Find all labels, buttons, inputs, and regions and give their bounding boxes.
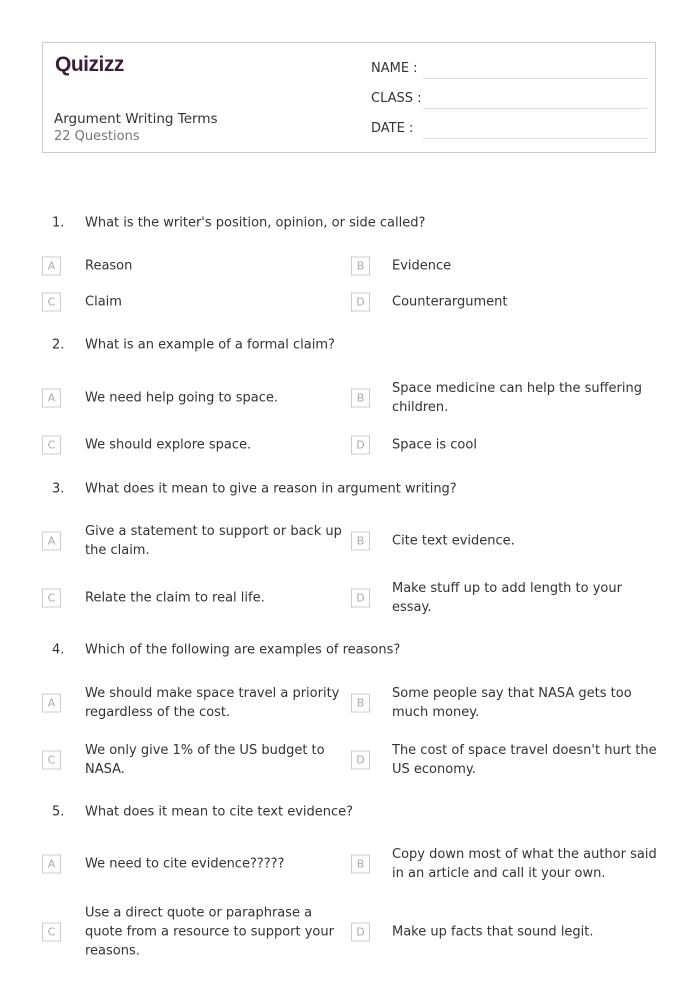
option-letter-box[interactable]: C bbox=[42, 751, 61, 770]
option-letter-box[interactable]: B bbox=[351, 257, 370, 276]
question-text: What is the writer's position, opinion, or side called? bbox=[85, 215, 426, 231]
option-letter-box[interactable]: A bbox=[42, 532, 61, 551]
option-text[interactable]: The cost of space travel doesn't hurt the US economy. bbox=[392, 743, 657, 777]
option-letter-box[interactable]: D bbox=[351, 923, 370, 942]
option-letter-box[interactable]: C bbox=[42, 589, 61, 608]
option-letter-box[interactable]: B bbox=[351, 389, 370, 408]
option-text[interactable]: Reason bbox=[85, 258, 133, 274]
question-number: 4. bbox=[52, 642, 65, 658]
option-text[interactable]: We need to cite evidence????? bbox=[85, 856, 285, 872]
question-number: 3. bbox=[52, 481, 65, 497]
class-line bbox=[423, 108, 647, 109]
option-letter-box[interactable]: C bbox=[42, 293, 61, 312]
option-letter-box[interactable]: C bbox=[42, 436, 61, 455]
quizizz-logo: Quizizz bbox=[55, 53, 124, 76]
name-label: NAME : bbox=[371, 61, 418, 76]
option-letter-box[interactable]: D bbox=[351, 589, 370, 608]
question-count: 22 Questions bbox=[54, 129, 140, 144]
option-letter-box[interactable]: A bbox=[42, 257, 61, 276]
question-text: Which of the following are examples of reasons? bbox=[85, 642, 401, 658]
option-text[interactable]: Copy down most of what the author said in an article and call it your own. bbox=[392, 847, 657, 881]
option-text[interactable]: Space medicine can help the suffering children. bbox=[392, 381, 643, 415]
question-text: What is an example of a formal claim? bbox=[85, 337, 335, 353]
option-text[interactable]: We need help going to space. bbox=[85, 390, 278, 406]
option-text[interactable]: Relate the claim to real life. bbox=[85, 590, 265, 606]
question-text: What does it mean to give a reason in argument writing? bbox=[85, 481, 457, 497]
option-letter-box[interactable]: B bbox=[351, 694, 370, 713]
option-letter-box[interactable]: A bbox=[42, 694, 61, 713]
worksheet-title: Argument Writing Terms bbox=[54, 111, 218, 127]
option-letter-box[interactable]: A bbox=[42, 855, 61, 874]
option-text[interactable]: We should explore space. bbox=[85, 437, 252, 453]
option-text[interactable]: Make up facts that sound legit. bbox=[392, 924, 594, 940]
option-letter-box[interactable]: D bbox=[351, 751, 370, 770]
option-letter-box[interactable]: B bbox=[351, 532, 370, 551]
option-letter-box[interactable]: D bbox=[351, 293, 370, 312]
option-text[interactable]: We should make space travel a priority regardless of the cost. bbox=[85, 686, 340, 720]
option-text[interactable]: Evidence bbox=[392, 258, 452, 274]
option-letter-box[interactable]: C bbox=[42, 923, 61, 942]
question-text: What does it mean to cite text evidence? bbox=[85, 804, 354, 820]
name-line bbox=[423, 78, 647, 79]
class-label: CLASS : bbox=[371, 91, 422, 106]
date-line bbox=[423, 138, 647, 139]
option-letter-box[interactable]: A bbox=[42, 389, 61, 408]
option-text[interactable]: Give a statement to support or back up the claim. bbox=[85, 524, 342, 558]
option-letter-box[interactable]: B bbox=[351, 855, 370, 874]
option-text[interactable]: Some people say that NASA gets too much money. bbox=[392, 686, 632, 720]
option-text[interactable]: Space is cool bbox=[392, 437, 477, 453]
option-text[interactable]: Use a direct quote or paraphrase a quote from a resource to support your reasons. bbox=[85, 905, 334, 959]
question-number: 5. bbox=[52, 804, 65, 820]
question-number: 2. bbox=[52, 337, 65, 353]
date-label: DATE : bbox=[371, 121, 414, 136]
question-number: 1. bbox=[52, 215, 65, 231]
option-text[interactable]: Counterargument bbox=[392, 294, 508, 310]
option-letter-box[interactable]: D bbox=[351, 436, 370, 455]
option-text[interactable]: Claim bbox=[85, 294, 122, 310]
worksheet-header bbox=[42, 42, 656, 153]
option-text[interactable]: Make stuff up to add length to your essay. bbox=[392, 581, 622, 615]
option-text[interactable]: Cite text evidence. bbox=[392, 533, 515, 549]
option-text[interactable]: We only give 1% of the US budget to NASA. bbox=[85, 743, 325, 777]
